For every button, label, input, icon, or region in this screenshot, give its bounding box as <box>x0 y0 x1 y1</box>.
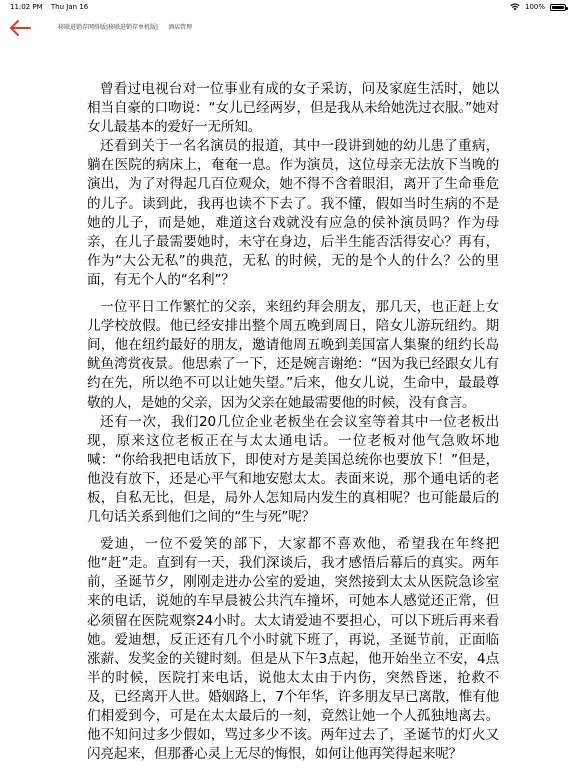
article-body <box>87 80 499 764</box>
article-paragraph: 曾看过电视台对一位事业有成的女子采访，问及家庭生活时，她以相当自豪的口吻说：“女儿已经两岁，但是我从未给她洗过衣服。”她对女儿最基本的爱好一无所知。 <box>87 81 499 136</box>
status-left <box>10 0 94 14</box>
nav-bar <box>0 14 576 42</box>
battery-icon <box>550 4 566 11</box>
status-date: Thu Jan 16 <box>50 3 89 11</box>
article-paragraph: 一位平日工作繁忙的父亲，来纽约拜会朋友，那几天，也正赶上女儿学校放假。他已经安排出整个周五晚到周日，陪女儿游玩纽约。期间，他在纽约最好的朋友，邀请他周五晚到美国富人集聚的纽约长岛鱿鱼湾赏夜景。他思索了一下，还是婉言谢绝：“因为我已经跟女儿有约在先，所以绝不可以让她失望。”后来，他女儿说，生命中，最最尊敬的人，是她的父亲，因为父亲在她最需要他的时候，没有食言。 <box>87 299 499 411</box>
battery-percent: 100% <box>524 3 545 11</box>
arrow-left-icon[interactable] <box>8 19 32 37</box>
nav-links <box>58 14 192 42</box>
wifi-icon <box>510 3 520 11</box>
status-time: 11:02 PM <box>10 3 43 11</box>
status-right <box>510 0 566 14</box>
article-paragraph: 还有一次，我们20几位企业老板坐在会议室等着其中一位老板出现，原来这位老板正在与太太通电话。一位老板对他气急败坏地喊：“你给我把电话放下，即使对方是美国总统你也要放下！”但是，他没有放下，还是心平气和地安慰太太。表面来说，那个通电话的老板，自私无比，但是，局外人怎知局内发生的真相呢？也可能最后的几句话关系到他们之间的“生与死”呢？ <box>87 413 499 526</box>
article-paragraph: 还看到关于一名名演员的报道，其中一段讲到她的幼儿患了重病，躺在医院的病床上，奄奄一息。作为演员，这位母亲无法放下当晚的演出，为了对得起几百位观众，她不得不含着眼泪，离开了生命垂危的儿子。读到此，我再也读不下去了。我不懂，假如当时生病的不是她的儿子，而是她，难道这台戏就没有应急的侯补演员吗？作为母亲，在儿子最需要她时，未守在身边，后半生能否活得安心？再有，作为“大公无私”的典范，无私 的时候，无的是个人的什么？公的里面，有无个人的“名利”？ <box>87 138 499 288</box>
nav-link-standalone-edition[interactable]: 移联进销存单机版| <box>108 24 159 31</box>
battery-fill <box>552 6 564 9</box>
nav-link-hotel-management[interactable]: 酒店管理 <box>168 24 193 31</box>
status-bar <box>0 0 576 14</box>
nav-link-network-edition[interactable]: 移联进销存网络版| <box>58 24 109 31</box>
article-paragraph: 爱迪，一位不爱笑的部下，大家都不喜欢他，希望我在年终把他“赶”走。直到有一天，我们深谈后，我才感悟后幕后的真实。两年前，圣诞节夕，刚刚走进办公室的爱迪，突然接到太太从医院急诊室来的电话，说她的车早晨被公共汽车撞坏，可她本人感觉还正常，但必须留在医院观察24小时。太太请爱迪不要担心，可以下班后再来看她。爱迪想，反正还有几个小时就下班了，再说，圣诞节前，正面临涨薪、发奖金的关键时刻。但是从下午3点起，他开始坐立不安，4点半的时候，医院打来电话，说他太太由于内伤，突然昏迷，抢救不及，已经离开人世。婚姻路上，7个年华，许多朋友早已离散，惟有他们相爱到今，可是在太太最后的一刻，竟然让她一个人孤独地离去。他不知问过多少假如，骂过多少不该。两年过去了，圣诞节的灯火又闪亮起来，但那番心灵上无尽的悔恨，如何让他再笑得起来呢？ <box>87 536 499 763</box>
